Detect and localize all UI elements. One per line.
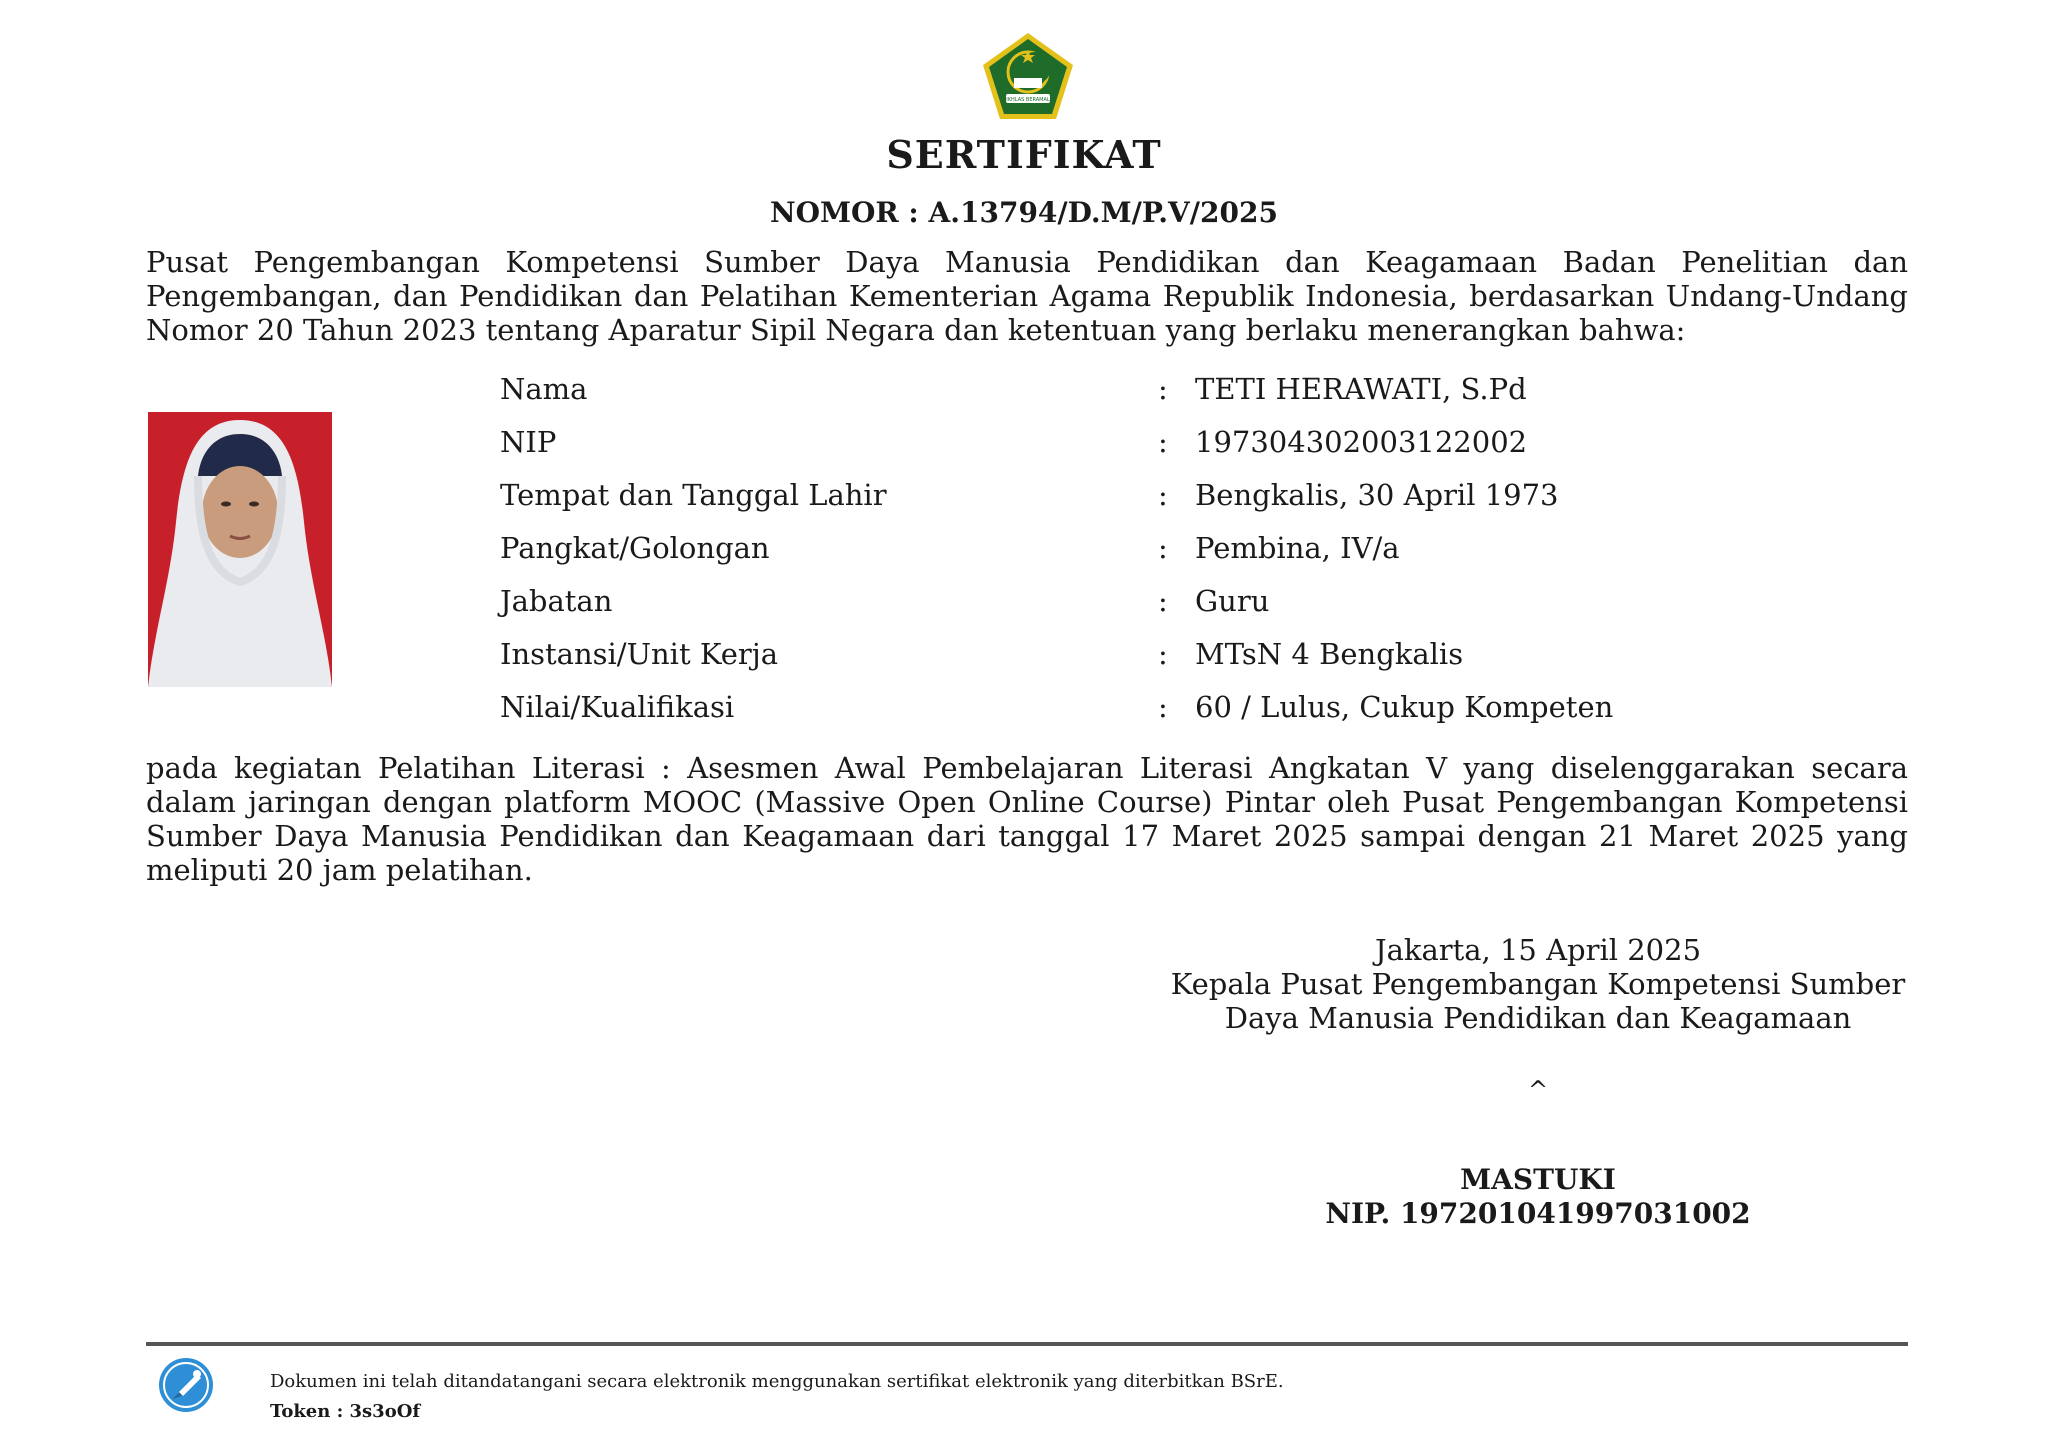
footer-statement: Dokumen ini telah ditandatangani secara elektronik menggunakan sertifikat elektronik yang diterbitkan BSrE. [270,1371,1284,1392]
bsre-pen-icon [157,1356,215,1414]
field-value: 197304302003122002 [1195,425,1528,459]
signature-position-line1: Kepala Pusat Pengembangan Kompetensi Sumber [1170,967,1906,1001]
field-value: MTsN 4 Bengkalis [1195,637,1464,671]
field-separator: : [1158,637,1168,671]
field-label: Instansi/Unit Kerja [500,637,779,671]
field-value: Bengkalis, 30 April 1973 [1195,478,1559,512]
intro-paragraph: Pusat Pengembangan Kompetensi Sumber Daya Manusia Pendidikan dan Keagamaan Badan Penelitian dan Pengembangan, dan Pendidikan dan Pelatihan Kementerian Agama Republik Indonesia, berdasarkan Undang-Undang Nomor 20 Tahun 2023 tentang Aparatur Sipil Negara dan ketentuan yang berlaku menerangkan bahwa: [146,245,1908,347]
field-separator: : [1158,690,1168,724]
field-label: Jabatan [500,584,613,618]
field-separator: : [1158,372,1168,406]
signatory-nip: NIP. 197201041997031002 [1325,1197,1751,1230]
emblem-motto: IKHLAS BERAMAL [1006,97,1050,103]
field-value: 60 / Lulus, Cukup Kompeten [1195,690,1614,724]
field-separator: : [1158,531,1168,565]
field-value: TETI HERAWATI, S.Pd [1195,372,1527,406]
footer-divider [146,1342,1908,1346]
signature-position-line2: Daya Manusia Pendidikan dan Keagamaan [1224,1001,1852,1035]
signature-header [1138,933,1938,1035]
signatory-name: MASTUKI [1460,1163,1616,1196]
signature-mark: ^ [1527,1076,1549,1104]
signatory-block [1138,1163,1938,1231]
certificate-number: NOMOR : A.13794/D.M/P.V/2025 [770,196,1278,229]
certificate-title: SERTIFIKAT [886,132,1162,177]
field-label: Tempat dan Tanggal Lahir [500,478,887,512]
field-label: NIP [500,425,557,459]
field-label: Pangkat/Golongan [500,531,770,565]
activity-paragraph: pada kegiatan Pelatihan Literasi : Asesmen Awal Pembelajaran Literasi Angkatan V yang diselenggarakan secara dalam jaringan dengan platform MOOC (Massive Open Online Course) Pintar oleh Pusat Pengembangan Kompetensi Sumber Daya Manusia Pendidikan dan Keagamaan dari tanggal 17 Maret 2025 sampai dengan 21 Maret 2025 yang meliputi 20 jam pelatihan. [146,751,1908,887]
field-value: Guru [1195,584,1270,618]
field-label: Nilai/Kualifikasi [500,690,735,724]
kementerian-agama-logo [980,30,1076,122]
field-separator: : [1158,584,1168,618]
field-label: Nama [500,372,588,406]
participant-photo [148,412,332,687]
field-separator: : [1158,425,1168,459]
signature-place-date: Jakarta, 15 April 2025 [1374,933,1702,967]
field-separator: : [1158,478,1168,512]
footer-token: Token : 3s3oOf [270,1401,421,1422]
field-value: Pembina, IV/a [1195,531,1400,565]
